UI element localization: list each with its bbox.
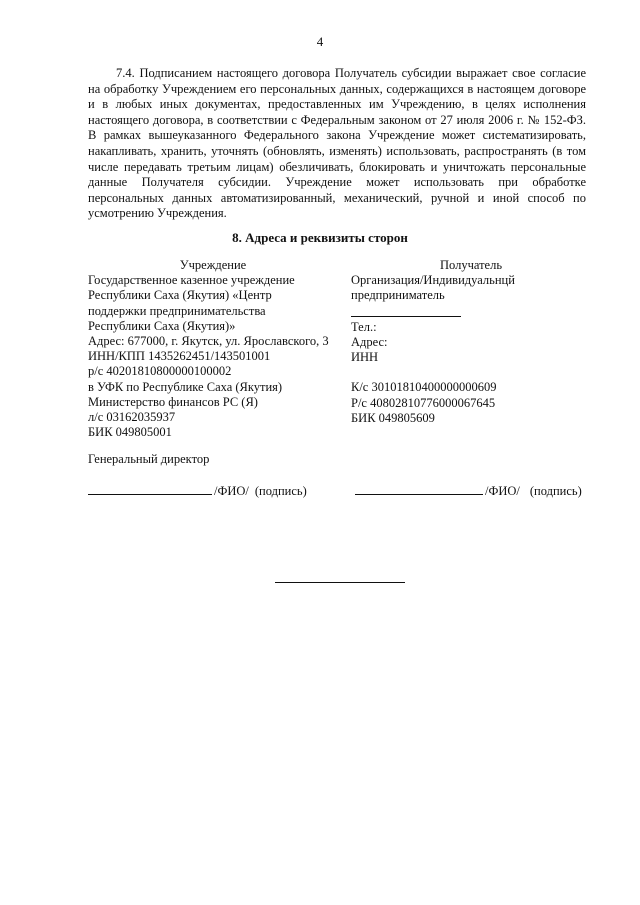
left-signature-line [88, 482, 307, 499]
right-party-line: предприниматель [351, 288, 445, 303]
right-party-line: ИНН [351, 350, 379, 365]
page-number: 4 [316, 34, 324, 49]
left-party-line: Адрес: 677000, г. Якутск, ул. Ярославского, 3 [88, 334, 329, 349]
right-party-line: Организация/Индивидуальнцй [351, 273, 515, 288]
end-divider [275, 582, 405, 583]
spacer [351, 365, 591, 380]
section-title: 8. Адреса и реквизиты сторон [232, 230, 408, 245]
left-party-line: в УФК по Республике Саха (Якутия) [88, 379, 283, 394]
right-party-block [351, 258, 591, 426]
right-party-line: Адрес: [351, 334, 388, 349]
left-party-line: поддержки предпринимательства [88, 303, 266, 318]
right-party-line: К/с 30101810400000000609 [351, 380, 497, 395]
left-party-line: БИК 049805001 [88, 425, 172, 440]
signature-blank [355, 482, 483, 495]
signature-label: (подпись) [529, 484, 582, 498]
signature-label: (подпись) [254, 484, 307, 498]
fio-label: /ФИО/ [485, 484, 520, 498]
left-party-line: л/с 03162035937 [88, 410, 176, 425]
left-party-line: Республики Саха (Якутия) «Центр [88, 288, 272, 303]
fio-label: /ФИО/ [214, 484, 249, 498]
right-party-line: Тел.: [351, 319, 377, 334]
left-party-line: Государственное казенное учреждение [88, 273, 295, 288]
left-party-block [88, 258, 338, 440]
right-party-heading: Получатель [439, 258, 503, 272]
right-party-line: Р/с 40802810776000067645 [351, 395, 496, 410]
left-party-line: ИНН/КПП 1435262451/143501001 [88, 349, 271, 364]
right-party-line: БИК 049805609 [351, 410, 435, 425]
right-signature-line [355, 482, 582, 499]
clause-7-4: 7.4. Подписанием настоящего договора Получатель субсидии выражает свое согласие на обработку Учреждением его персональных данных, содержащихся в настоящем договоре и в любых иных документах, предоставленных им Учреждению, в целях исполнения настоящего договора, в соответствии с Федеральным законом от 27 июля 2006 г. № 152-ФЗ. В рамках вышеуказанного Федерального закона Учреждение может систематизировать, накапливать, хранить, уточнять (обновлять, изменять) использовать, распространять (в том числе передавать третьим лицам) обезличивать, блокировать и уничтожать персональные данные Получателя субсидии. Учреждение может использовать при обработке персональных данных автоматизированный, механический, ручной и иной способ по усмотрению Учреждения. [88, 66, 586, 221]
left-party-line: Республики Саха (Якутия)» [88, 318, 236, 333]
director-label: Генеральный директор [88, 452, 210, 466]
left-party-heading: Учреждение [179, 258, 247, 272]
left-party-line: Министерство финансов РС (Я) [88, 394, 258, 409]
signature-blank [88, 482, 212, 495]
left-party-line: р/с 40201810800000100002 [88, 364, 232, 379]
name-blank-line [351, 304, 461, 317]
